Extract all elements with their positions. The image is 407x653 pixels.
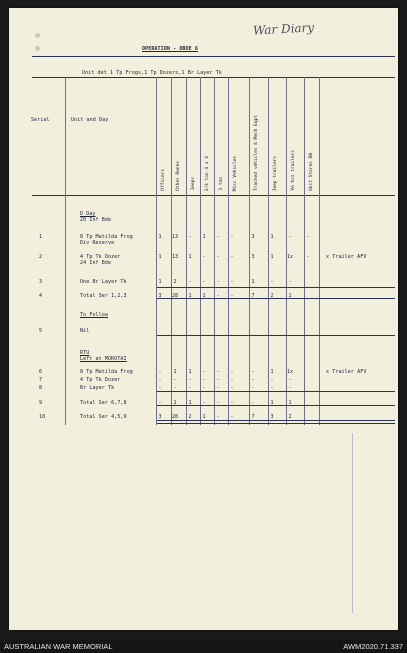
table-cell: - xyxy=(270,279,274,285)
punch-hole-bottom xyxy=(35,46,40,51)
table-cell: 1 xyxy=(270,234,274,240)
table-cell: 28 xyxy=(171,414,179,420)
table-cell: - xyxy=(216,254,220,260)
document-subtitle: Unit det 1 Tp Frogs,1 Tp Dozers,1 Br Layer Tk xyxy=(82,70,222,76)
table-cell: 13 xyxy=(171,234,179,240)
table-cell: - xyxy=(202,385,206,391)
row-serial: 4 xyxy=(39,293,43,299)
row-unit: Total Ser 1,2,3 xyxy=(80,293,127,299)
table-cell: - xyxy=(202,279,206,285)
row-unit: Total Ser 4,5,9 xyxy=(80,414,127,420)
table-cell: - xyxy=(230,400,234,406)
table-cell: 2 xyxy=(188,414,192,420)
table-cell: - xyxy=(230,279,234,285)
pencil-mark xyxy=(352,433,353,613)
table-cell: 7 xyxy=(251,293,255,299)
column-header-9: Ve hcs trailers xyxy=(291,150,296,191)
table-cell: 1 xyxy=(158,254,162,260)
row-unit-sub: Left at MOROTAI xyxy=(80,356,127,362)
table-cell: - xyxy=(216,414,220,420)
row-unit: One Br Layer Tk xyxy=(80,279,127,285)
punch-hole-top xyxy=(35,33,40,38)
table-cell: - xyxy=(202,254,206,260)
table-cell: - xyxy=(216,400,220,406)
row-unit: RTU xyxy=(80,350,90,356)
table-cell: 1 xyxy=(270,369,274,375)
table-cell: - xyxy=(251,369,255,375)
table-cell: 3 xyxy=(158,293,162,299)
table-cell: - xyxy=(270,377,274,383)
table-cell: 1 xyxy=(270,254,274,260)
table-cell: 2 xyxy=(173,279,177,285)
row-serial: 6 xyxy=(39,369,43,375)
row-unit: 4 Tp Tk Dozer xyxy=(80,254,121,260)
table-cell: - xyxy=(251,377,255,383)
row-unit: 4 Tp Tk Dozer xyxy=(80,377,121,383)
table-cell: - xyxy=(230,254,234,260)
table-cell: 1 xyxy=(270,400,274,406)
table-cell: - xyxy=(270,385,274,391)
table-cell: - xyxy=(173,385,177,391)
table-cell: - xyxy=(158,400,162,406)
table-cell: 1 xyxy=(188,293,192,299)
total-rule-2 xyxy=(157,298,395,299)
table-cell: - xyxy=(251,385,255,391)
table-cell: 2 xyxy=(288,414,292,420)
document-title: OPERATION - OBOE 6 xyxy=(142,46,198,52)
row-unit: D Day xyxy=(80,211,96,217)
row-unit: To Follow xyxy=(80,312,108,318)
table-cell: - xyxy=(202,377,206,383)
table-cell: - xyxy=(306,234,310,240)
table-cell: 3 xyxy=(251,254,255,260)
table-cell: - xyxy=(216,293,220,299)
column-header-8: Jeep trailers xyxy=(273,155,278,191)
table-cell: 1 xyxy=(188,254,192,260)
table-cell: 3 xyxy=(270,414,274,420)
table-cell: - xyxy=(288,279,292,285)
row-remark: x Trailer AFV xyxy=(326,254,367,260)
document-page xyxy=(9,8,398,630)
table-cell: - xyxy=(288,377,292,383)
table-cell: 1 xyxy=(188,400,192,406)
table-cell: - xyxy=(230,385,234,391)
column-header-unit: Unit and Day xyxy=(71,117,109,123)
row-unit: 8 Tp Matilda Frog xyxy=(80,234,133,240)
final-rule-1 xyxy=(157,420,395,421)
table-cell: - xyxy=(173,377,177,383)
table-cell: - xyxy=(216,369,220,375)
table-cell: 1 xyxy=(202,234,206,240)
row-unit: Total Ser 6,7,8 xyxy=(80,400,127,406)
table-cell: - xyxy=(216,385,220,391)
table-cell: - xyxy=(216,279,220,285)
table-cell: - xyxy=(230,234,234,240)
table-cell: - xyxy=(158,369,162,375)
total-rule-3 xyxy=(157,391,395,392)
column-header-4: 3/4 ton 4 x 4 xyxy=(205,155,210,191)
table-cell: - xyxy=(288,234,292,240)
row-remark: x Trailer AFV xyxy=(326,369,367,375)
table-cell: - xyxy=(158,377,162,383)
table-cell: - xyxy=(188,385,192,391)
column-header-5: 3 ton xyxy=(219,177,224,191)
table-cell: - xyxy=(251,400,255,406)
table-cell: 7 xyxy=(251,414,255,420)
table-cell: 3 xyxy=(251,234,255,240)
row-unit: Nil xyxy=(80,328,90,334)
table-cell: - xyxy=(216,234,220,240)
column-header-serial: Serial xyxy=(31,117,50,123)
table-cell: - xyxy=(288,385,292,391)
table-cell: - xyxy=(230,414,234,420)
table-cell: - xyxy=(202,369,206,375)
title-rule xyxy=(32,56,395,57)
table-cell: 1 xyxy=(188,369,192,375)
row-unit: Br Layer Tk xyxy=(80,385,115,391)
table-cell: - xyxy=(306,254,310,260)
column-header-10: Unit Stores DW xyxy=(309,153,314,191)
table-cell: - xyxy=(230,369,234,375)
row-unit-sub: 20 Inf Bde xyxy=(80,217,112,223)
total-rule-1 xyxy=(157,287,395,288)
row-serial: 2 xyxy=(39,254,43,260)
table-cell: - xyxy=(230,293,234,299)
column-header-6: Misc Vehicles xyxy=(233,155,238,191)
column-divider-serial xyxy=(65,77,66,425)
table-cell: 1 xyxy=(288,400,292,406)
table-cell: - xyxy=(216,377,220,383)
footer-institution: AUSTRALIAN WAR MEMORIAL xyxy=(4,642,113,651)
column-divider xyxy=(304,77,305,425)
table-cell: 1 xyxy=(288,293,292,299)
row-serial: 1 xyxy=(39,234,43,240)
table-cell: 1x xyxy=(286,369,294,375)
table-cell: 1 xyxy=(158,279,162,285)
table-cell: 3 xyxy=(158,414,162,420)
table-cell: - xyxy=(202,400,206,406)
row-unit-sub: 24 Inf Bde xyxy=(80,260,112,266)
row-serial: 10 xyxy=(39,414,46,420)
table-cell: 1 xyxy=(173,369,177,375)
total-rule-4 xyxy=(157,405,395,406)
table-cell: - xyxy=(158,385,162,391)
row-serial: 3 xyxy=(39,279,43,285)
row-unit: 8 Tp Matilda Frog xyxy=(80,369,133,375)
table-cell: - xyxy=(188,234,192,240)
column-header-2: Other Ranks xyxy=(176,161,181,191)
table-cell: 1x xyxy=(286,254,294,260)
table-cell: 1 xyxy=(202,414,206,420)
table-cell: 1 xyxy=(158,234,162,240)
table-cell: 1 xyxy=(202,293,206,299)
row-serial: 7 xyxy=(39,377,43,383)
footer-catalog-id: AWM2020.71.337 xyxy=(343,642,403,651)
handwritten-note: War Diary xyxy=(252,20,315,38)
final-rule-2 xyxy=(157,423,395,424)
row-unit-sub: Div Reserve xyxy=(80,240,115,246)
column-divider xyxy=(319,77,320,425)
column-header-3: Jeeps xyxy=(191,177,196,191)
table-cell: 1 xyxy=(173,400,177,406)
archive-footer xyxy=(0,640,407,653)
table-cell: 2 xyxy=(270,293,274,299)
row-serial: 8 xyxy=(39,385,43,391)
row-serial: 9 xyxy=(39,400,43,406)
row-serial: 5 xyxy=(39,328,43,334)
table-cell: - xyxy=(188,377,192,383)
column-header-1: Officers xyxy=(161,169,166,191)
table-cell: 13 xyxy=(171,254,179,260)
table-cell: - xyxy=(188,279,192,285)
table-cell: - xyxy=(230,377,234,383)
column-header-7: Tracked vehicles & Mech Eqpt xyxy=(254,115,259,191)
nil-rule xyxy=(157,335,395,336)
table-cell: 1 xyxy=(251,279,255,285)
table-cell: 28 xyxy=(171,293,179,299)
